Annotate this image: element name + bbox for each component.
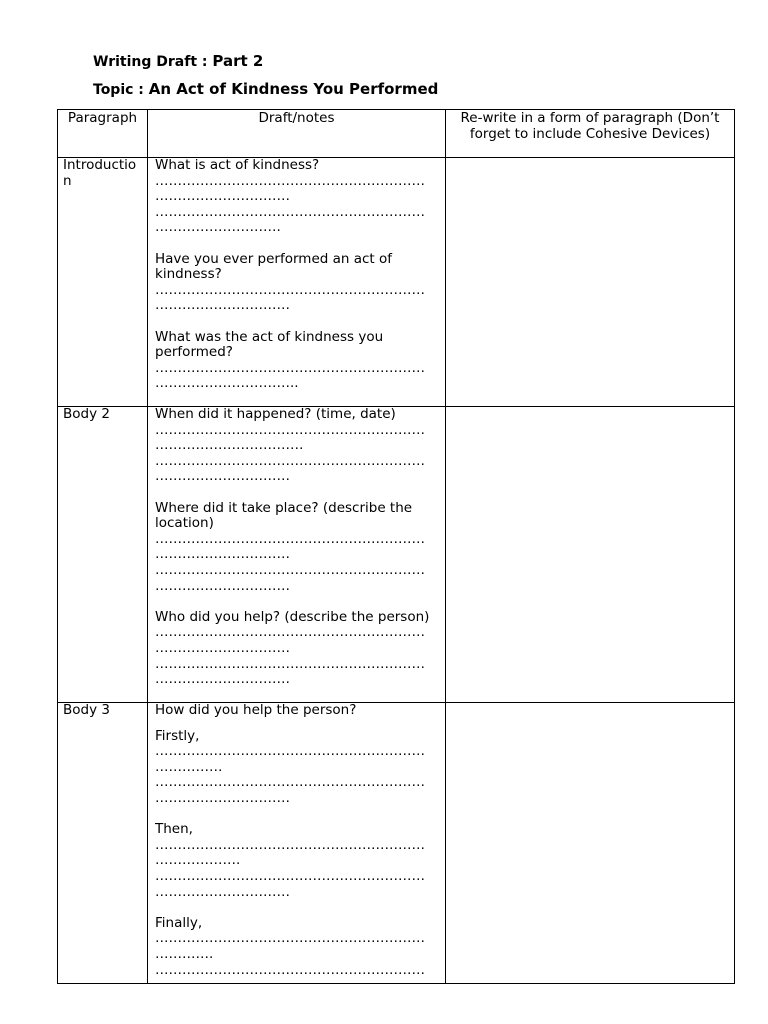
rewrite-cell[interactable] [446,703,735,984]
dotted-line: …………………………………………………… [155,625,425,641]
rewrite-cell[interactable] [446,407,735,703]
dotted-line: …………………………………………………… [155,360,425,376]
question-text: How did you help the person? [155,702,357,718]
question-text: When did it happened? (time, date) [155,406,396,422]
dotted-line: …………………………………………………… [155,775,425,791]
dotted-line: …………………………………………………… [155,962,425,978]
dotted-line: ………………………… [155,298,290,314]
title-part: Part 2 [212,52,264,70]
dotted-line: …………………………………………………… [155,282,425,298]
draft-table [57,109,735,984]
dotted-line: ………………………….. [155,376,299,392]
dotted-line: ………………. [155,853,241,869]
draft-notes-cell[interactable] [148,158,446,407]
dotted-line: …………………………………………………… [155,931,425,947]
rewrite-cell[interactable] [446,158,735,407]
table-row-introduction [58,158,735,407]
dotted-line: ………………………… [155,672,290,688]
dotted-line: …………. [155,946,214,962]
question-text: What was the act of kindness you performed? [155,328,384,361]
dotted-line: …………………………………………………… [155,531,425,547]
topic-text: An Act of Kindness You Performed [148,80,439,98]
dotted-line: ………………………… [155,640,290,656]
dotted-line: …………………………………………………… [155,837,425,853]
dotted-line: …………………………… [155,438,304,454]
question-text: Have you ever performed an act of kindness? [155,250,393,283]
step-label-firstly: Firstly, [155,727,200,744]
dotted-line: ………………………… [155,547,290,563]
dotted-line: …………………………………………………… [155,204,425,220]
row-label: Introduction [58,158,148,407]
header-draft-notes: Draft/notes [148,110,446,158]
draft-notes-cell[interactable] [148,703,446,984]
dotted-line: ………………………… [155,578,290,594]
row-label: Body 2 [58,407,148,703]
dotted-line: …………………………………………………… [155,868,425,884]
dotted-line: …………………………………………………… [155,656,425,672]
dotted-line: ………………………. [155,220,281,236]
draft-notes-cell[interactable] [148,407,446,703]
question-text: What is act of kindness? [155,157,320,173]
dotted-line: …………………………………………………… [155,744,425,760]
dotted-line: ………………………… [155,884,290,900]
header-rewrite: Re-write in a form of paragraph (Don’t forget to include Cohesive Devices) [446,110,735,158]
title-prefix: Writing Draft : [93,54,213,70]
question-text: Who did you help? (describe the person) [155,608,430,625]
step-label-finally: Finally, [155,914,203,931]
dotted-line: …………………………………………………… [155,453,425,469]
step-label-then: Then, [155,821,193,838]
dotted-line: …………… [155,759,223,775]
dotted-line: …………………………………………………… [155,422,425,438]
worksheet-title [93,52,263,71]
row-label: Body 3 [58,703,148,984]
table-header-row [58,110,735,158]
dotted-line: ………………………… [155,469,290,485]
dotted-line: …………………………………………………… [155,562,425,578]
table-row-body-3 [58,703,735,984]
topic-prefix: Topic : [93,82,149,98]
dotted-line: ………………………… [155,790,290,806]
header-paragraph: Paragraph [58,110,148,158]
dotted-line: …………………………………………………… [155,173,425,189]
dotted-line: ………………………… [155,189,290,205]
table-row-body-2 [58,407,735,703]
question-text: Where did it take place? (describe the location) [155,499,413,532]
worksheet-topic [93,80,438,99]
